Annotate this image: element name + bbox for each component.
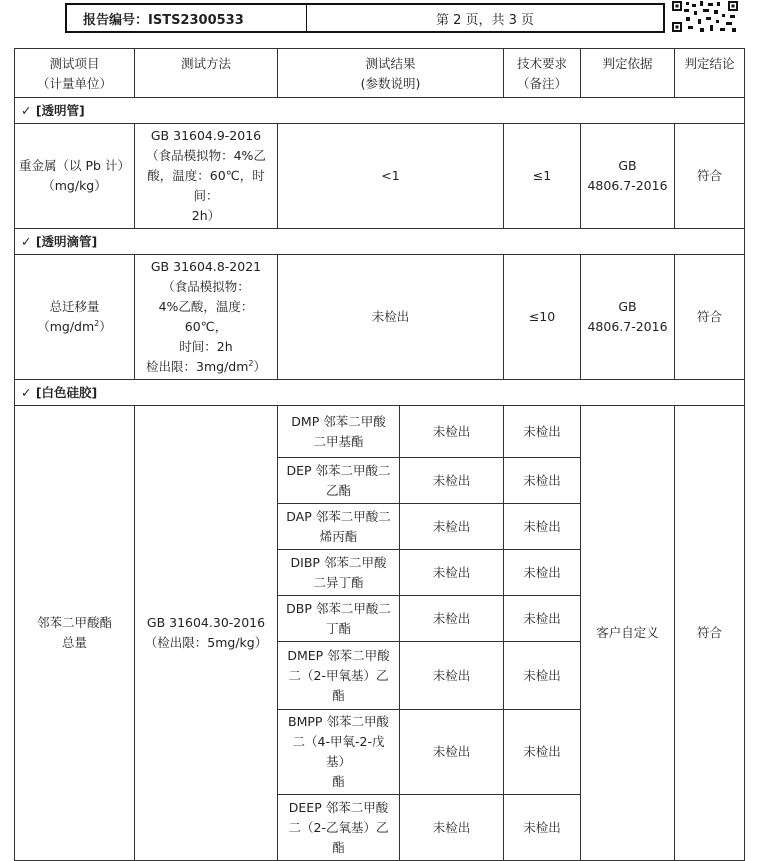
sub-item-name: BMPP 邻苯二甲酸 二（4-甲氧-2-戊基） 酯 (278, 710, 400, 795)
sub-item-requirement: 未检出 (504, 795, 581, 861)
section-row-transparent-tube (15, 98, 745, 124)
section-row-white-silicone (15, 380, 745, 406)
report-header (65, 3, 665, 33)
sub-item-requirement: 未检出 (504, 406, 581, 458)
test-results-table (14, 48, 745, 861)
requirement: ≤1 (504, 124, 581, 229)
header-test-method: 测试方法 (135, 49, 278, 98)
page-indicator: 第 2 页，共 3 页 (435, 12, 535, 28)
test-method: GB 31604.8-2021 （食品模拟物： 4%乙酸，温度：60℃， 时间：2h 检出限：$3mg/dm^2$） (135, 255, 278, 380)
qr-code-icon (670, 0, 740, 34)
sub-item-result: 未检出 (400, 642, 504, 710)
conclusion: 符合 (675, 124, 745, 229)
sub-item-name: DIBP 邻苯二甲酸 二异丁酯 (278, 550, 400, 596)
table-row (15, 255, 745, 380)
test-method: GB 31604.30-2016 （检出限：5mg/kg） (135, 406, 278, 861)
sub-item-name: DMEP 邻苯二甲酸 二（2-甲氧基）乙 酯 (278, 642, 400, 710)
sub-item-requirement: 未检出 (504, 596, 581, 642)
sub-item-requirement: 未检出 (504, 504, 581, 550)
test-method: GB 31604.9-2016 （食品模拟物：4%乙 酸，温度：60℃，时间： 2h） (135, 124, 278, 229)
sub-item-name: DMP 邻苯二甲酸 二甲基酯 (278, 406, 400, 458)
test-result: 未检出 (278, 255, 504, 380)
sub-item-requirement: 未检出 (504, 458, 581, 504)
basis: 客户自定义 (581, 406, 675, 861)
conclusion: 符合 (675, 406, 745, 861)
sub-item-name: DEEP 邻苯二甲酸 二（2-乙氧基）乙 酯 (278, 795, 400, 861)
sub-item-name: DAP 邻苯二甲酸二 烯丙酯 (278, 504, 400, 550)
sub-item-result: 未检出 (400, 596, 504, 642)
section-title: ✓ [透明管] (15, 98, 745, 124)
header-test-item: 测试项目 （计量单位） (15, 49, 135, 98)
sub-item-name: DBP 邻苯二甲酸二 丁酯 (278, 596, 400, 642)
table-row (15, 406, 745, 458)
sub-item-requirement: 未检出 (504, 710, 581, 795)
test-item: 重金属（以 Pb 计） （mg/kg） (15, 124, 135, 229)
sub-item-result: 未检出 (400, 795, 504, 861)
basis: GB 4806.7-2016 (581, 124, 675, 229)
section-title: ✓ [白色硅胶] (15, 380, 745, 406)
test-item: 总迁移量 $(mg/dm^2)$ (15, 255, 135, 380)
conclusion: 符合 (675, 255, 745, 380)
sub-item-requirement: 未检出 (504, 550, 581, 596)
section-row-transparent-dropper (15, 229, 745, 255)
table-header-row (15, 49, 745, 98)
header-basis: 判定依据 (581, 49, 675, 98)
header-requirement: 技术要求 （备注） (504, 49, 581, 98)
sub-item-name: DEP 邻苯二甲酸二 乙酯 (278, 458, 400, 504)
requirement: ≤10 (504, 255, 581, 380)
table-row (15, 124, 745, 229)
header-conclusion: 判定结论 (675, 49, 745, 98)
test-item: 邻苯二甲酸酯 总量 (15, 406, 135, 861)
report-number: 报告编号：ISTS2300533 (67, 5, 307, 31)
header-test-result: 测试结果 (参数说明) (278, 49, 504, 98)
basis: GB 4806.7-2016 (581, 255, 675, 380)
sub-item-requirement: 未检出 (504, 642, 581, 710)
sub-item-result: 未检出 (400, 406, 504, 458)
sub-item-result: 未检出 (400, 710, 504, 795)
sub-item-result: 未检出 (400, 550, 504, 596)
sub-item-result: 未检出 (400, 504, 504, 550)
test-result: <1 (278, 124, 504, 229)
sub-item-result: 未检出 (400, 458, 504, 504)
section-title: ✓ [透明滴管] (15, 229, 745, 255)
